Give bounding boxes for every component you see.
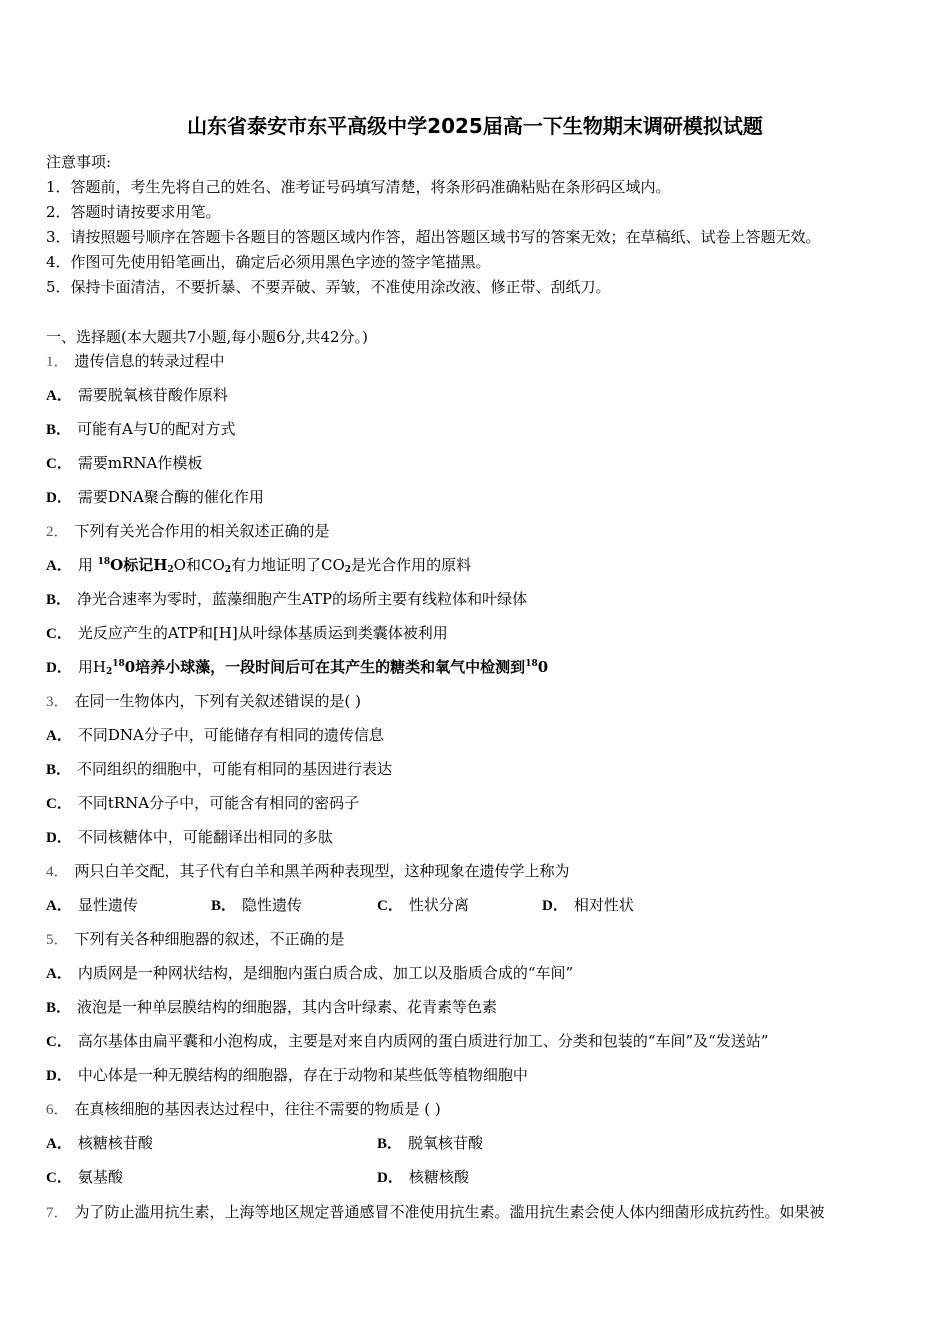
option-text: 光反应产生的ATP和[H]从叶绿体基质运到类囊体被利用 xyxy=(77,624,448,642)
option-text: 中心体是一种无膜结构的细胞器，存在于动物和某些低等植物细胞中 xyxy=(77,1066,528,1084)
option-text: 液泡是一种单层膜结构的细胞器，其内含叶绿素、花青素等色素 xyxy=(77,998,498,1016)
option-text: 需要DNA聚合酶的催化作用 xyxy=(77,488,264,506)
option-6b xyxy=(377,1133,483,1154)
option-text: 0培养小球藻，一段时间后可在其产生的糖类和氧气中检测到 xyxy=(124,658,526,676)
option-1b xyxy=(46,419,236,440)
option-text: 用 xyxy=(77,556,98,574)
option-label: B． xyxy=(377,1136,403,1152)
option-text: 用H xyxy=(77,658,106,676)
question-stem: 下列有关光合作用的相关叙述正确的是 xyxy=(74,522,330,540)
question-number: 7． xyxy=(46,1205,69,1221)
option-text: 不同tRNA分子中，可能含有相同的密码子 xyxy=(77,794,360,812)
question-number: 6． xyxy=(46,1102,69,1118)
option-label: C． xyxy=(46,796,72,812)
option-4b xyxy=(211,895,302,916)
option-text: 核糖核苷酸 xyxy=(77,1134,153,1152)
option-label: D． xyxy=(46,830,72,846)
option-4c xyxy=(377,895,469,916)
option-text: 相对性状 xyxy=(573,896,634,914)
option-text: 可能有A与U的配对方式 xyxy=(77,420,236,438)
option-text: 需要mRNA作模板 xyxy=(77,454,203,472)
option-text: 需要脱氧核苷酸作原料 xyxy=(77,386,228,404)
question-4 xyxy=(46,861,570,882)
option-label: D． xyxy=(46,660,72,676)
option-text: O标记H xyxy=(110,556,168,574)
option-text: 净光合速率为零时，蓝藻细胞产生ATP的场所主要有线粒体和叶绿体 xyxy=(77,590,528,608)
option-label: A． xyxy=(46,966,72,982)
option-label: C． xyxy=(46,626,72,642)
page-title: 山东省泰安市东平高级中学2025届高一下生物期末调研模拟试题 xyxy=(187,114,763,138)
question-stem: 两只白羊交配，其子代有白羊和黑羊两种表现型，这种现象在遗传学上称为 xyxy=(74,862,570,880)
option-5a xyxy=(46,963,573,984)
superscript: 18 xyxy=(97,557,111,567)
option-label: B． xyxy=(46,1000,72,1016)
option-3a xyxy=(46,725,384,746)
option-text: 显性遗传 xyxy=(77,896,138,914)
option-label: A． xyxy=(46,558,72,574)
question-number: 1． xyxy=(46,354,69,370)
option-5b xyxy=(46,997,497,1018)
option-text: 0 xyxy=(537,658,549,676)
notice-item: 3．请按照题号顺序在答题卡各题目的答题区域内作答，超出答题区域书写的答案无效；在草稿纸、试卷上答题无效。 xyxy=(46,228,821,246)
question-1 xyxy=(46,351,225,372)
option-2d xyxy=(46,657,548,678)
option-text: 脱氧核苷酸 xyxy=(408,1134,484,1152)
option-text: 内质网是一种网状结构，是细胞内蛋白质合成、加工以及脂质合成的“车间” xyxy=(77,964,574,982)
option-label: C． xyxy=(46,456,72,472)
question-6 xyxy=(46,1099,441,1120)
option-label: A． xyxy=(46,898,72,914)
option-label: B． xyxy=(46,422,72,438)
option-text: 氨基酸 xyxy=(77,1168,123,1186)
superscript: 18 xyxy=(525,659,538,669)
option-text: O和CO xyxy=(173,556,225,574)
option-3c xyxy=(46,793,359,814)
superscript: 18 xyxy=(112,659,125,669)
question-5 xyxy=(46,929,345,950)
option-text: 有力地证明了CO xyxy=(231,556,345,574)
question-number: 4． xyxy=(46,864,69,880)
option-label: A． xyxy=(46,388,72,404)
option-text: 核糖核酸 xyxy=(408,1168,469,1186)
option-label: D． xyxy=(46,490,72,506)
question-number: 2． xyxy=(46,524,69,540)
option-label: C． xyxy=(46,1170,72,1186)
subscript: 2 xyxy=(167,565,174,575)
option-label: A． xyxy=(46,1136,72,1152)
notice-item: 5．保持卡面清洁，不要折暴、不要弄破、弄皱，不准使用涂改液、修正带、刮纸刀。 xyxy=(46,278,611,296)
option-4a xyxy=(46,895,138,916)
question-2 xyxy=(46,521,330,542)
option-3d xyxy=(46,827,333,848)
option-2c xyxy=(46,623,448,644)
question-stem: 遗传信息的转录过程中 xyxy=(74,352,225,370)
subscript: 2 xyxy=(105,667,113,677)
section-heading: 一、选择题(本大题共7小题,每小题6分,共42分。) xyxy=(46,328,368,346)
question-number: 3． xyxy=(46,694,69,710)
option-label: B． xyxy=(46,762,72,778)
question-stem: 下列有关各种细胞器的叙述，不正确的是 xyxy=(74,930,345,948)
option-label: C． xyxy=(377,898,403,914)
option-6c xyxy=(46,1167,123,1188)
option-text: 是光合作用的原料 xyxy=(351,556,472,574)
option-text: 性状分离 xyxy=(408,896,469,914)
option-5c xyxy=(46,1031,769,1052)
option-label: D． xyxy=(46,1068,72,1084)
question-stem: 在同一生物体内，下列有关叙述错误的是( ) xyxy=(74,692,361,710)
notice-item: 2．答题时请按要求用笔。 xyxy=(46,203,221,221)
option-text: 不同组织的细胞中，可能有相同的基因进行表达 xyxy=(77,760,393,778)
option-text: 高尔基体由扁平囊和小泡构成，主要是对来自内质网的蛋白质进行加工、分类和包装的“车间”及“发送站” xyxy=(77,1032,769,1050)
option-5d xyxy=(46,1065,528,1086)
notice-heading: 注意事项: xyxy=(46,153,112,171)
option-1d xyxy=(46,487,264,508)
option-label: B． xyxy=(46,592,72,608)
option-2a xyxy=(46,555,471,576)
subscript: 2 xyxy=(224,565,232,575)
option-label: C． xyxy=(46,1034,72,1050)
option-1c xyxy=(46,453,202,474)
option-label: A． xyxy=(46,728,72,744)
question-stem: 为了防止滥用抗生素，上海等地区规定普通感冒不准使用抗生素。滥用抗生素会使人体内细菌形成抗药性。如果被 xyxy=(74,1203,825,1221)
option-4d xyxy=(542,895,634,916)
question-3 xyxy=(46,691,361,712)
option-6a xyxy=(46,1133,153,1154)
question-7 xyxy=(46,1202,825,1223)
question-number: 5． xyxy=(46,932,69,948)
subscript: 2 xyxy=(344,565,352,575)
option-3b xyxy=(46,759,392,780)
notice-item: 1．答题前，考生先将自己的姓名、准考证号码填写清楚，将条形码准确粘贴在条形码区域内。 xyxy=(46,178,671,196)
option-2b xyxy=(46,589,527,610)
question-stem: 在真核细胞的基因表达过程中，往往不需要的物质是 ( ) xyxy=(74,1100,441,1118)
option-text: 隐性遗传 xyxy=(242,896,303,914)
option-text: 不同核糖体中，可能翻译出相同的多肽 xyxy=(77,828,333,846)
option-label: B． xyxy=(211,898,237,914)
option-6d xyxy=(377,1167,469,1188)
notice-item: 4．作图可先使用铅笔画出，确定后必须用黑色字迹的签字笔描黑。 xyxy=(46,253,491,271)
option-1a xyxy=(46,385,228,406)
option-label: D． xyxy=(377,1170,403,1186)
option-text: 不同DNA分子中，可能储存有相同的遗传信息 xyxy=(77,726,384,744)
option-label: D． xyxy=(542,898,568,914)
